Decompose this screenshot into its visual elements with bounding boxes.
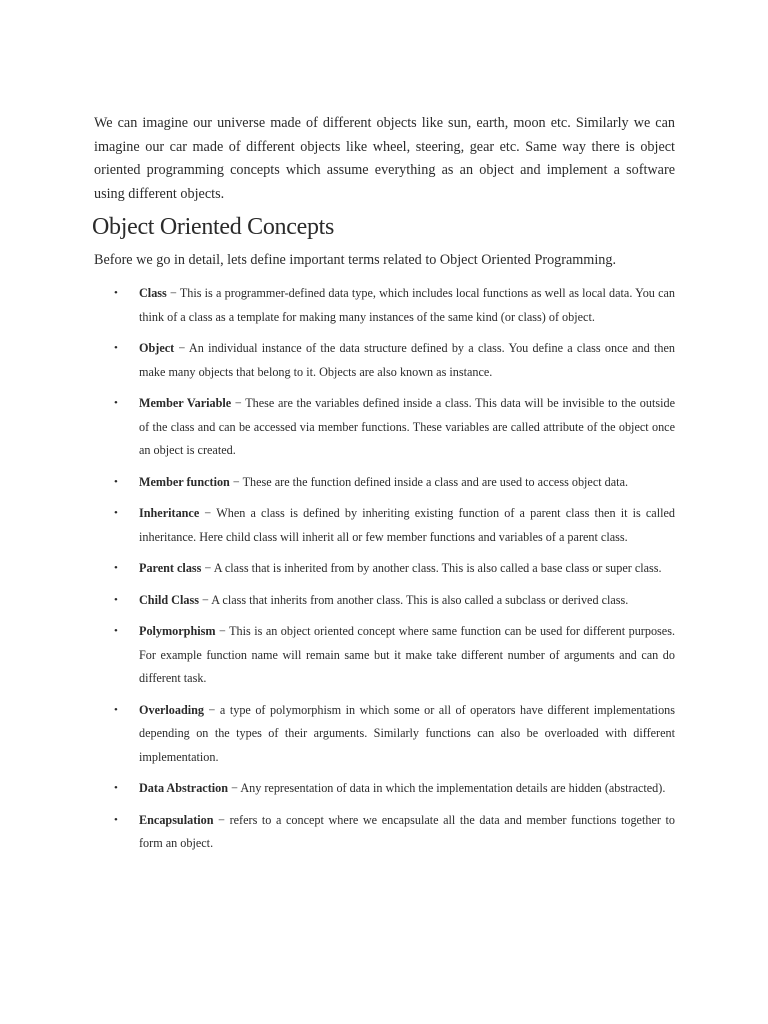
term-name: Parent class — [139, 561, 202, 575]
section-heading: Object Oriented Concepts — [92, 214, 335, 240]
term-definition: − refers to a concept where we encapsulate all the data and member functions together to form an object. — [139, 812, 675, 850]
term-item-member-function — [94, 471, 675, 495]
bullet-icon: • — [114, 593, 118, 606]
term-item-overloading — [94, 699, 675, 770]
term-name: Inheritance — [139, 506, 200, 520]
term-item-child-class — [94, 589, 675, 613]
bullet-icon: • — [114, 813, 118, 826]
term-name: Polymorphism — [139, 624, 216, 638]
term-definition: − a type of polymorphism in which some or all of operators have different implementations depending on the types of their arguments. Similarly functions can also be overloaded with different implementation. — [139, 702, 675, 764]
term-item-polymorphism — [94, 620, 675, 691]
bullet-icon: • — [114, 287, 118, 299]
bullet-icon: • — [114, 625, 118, 637]
term-definition: − Any representation of data in which the implementation details are hidden (abstracted). — [228, 781, 666, 795]
term-name: Encapsulation — [139, 812, 214, 827]
intro-paragraph: We can imagine our universe made of different objects like sun, earth, moon etc. Similarly we can imagine our car made of different objects like wheel, steering, gear etc. Same way there is object oriented programming concepts which assume everything as an object and implement a software using different objects. — [94, 115, 675, 202]
term-item-inheritance — [94, 502, 675, 549]
lead-paragraph: Before we go in detail, lets define important terms related to Object Oriented Programming. — [94, 252, 617, 268]
bullet-icon: • — [114, 397, 118, 409]
bullet-icon: • — [114, 562, 118, 574]
term-definition: − This is a programmer-defined data type, which includes local functions as well as local data. You can think of a class as a template for making many instances of the same kind (or class) of object. — [139, 286, 675, 324]
term-name: Object — [139, 341, 175, 355]
bullet-icon: • — [114, 342, 118, 354]
term-definition: − This is an object oriented concept where same function can be used for different purposes. For example function name will remain same but it make take different number of arguments and can do different task. — [139, 624, 675, 685]
term-definition: − A class that inherits from another class. This is also called a subclass or derived class. — [198, 592, 629, 607]
term-name: Child Class — [139, 592, 199, 607]
bullet-icon: • — [114, 703, 118, 716]
term-name: Member function — [139, 474, 230, 489]
term-name: Class — [139, 286, 167, 300]
term-item-data-abstraction — [94, 777, 675, 801]
bullet-icon: • — [114, 782, 118, 794]
term-item-parent-class — [94, 557, 675, 581]
term-definition: − When a class is defined by inheriting existing function of a parent class then it is called inheritance. Here child class will inherit all or few member functions and variables of a parent class. — [139, 506, 675, 544]
bullet-icon: • — [114, 475, 118, 488]
term-name: Overloading — [139, 702, 205, 717]
term-definition: − These are the variables defined inside a class. This data will be invisible to the outside of the class and can be accessed via member functions. These variables are called attribute of the object once an object is created. — [139, 396, 675, 457]
term-name: Data Abstraction — [139, 781, 229, 795]
document-page — [94, 112, 675, 864]
terms-list — [94, 282, 675, 856]
term-definition: − An individual instance of the data structure defined by a class. You define a class once and then make many objects that belong to it. Objects are also known as instance. — [139, 341, 675, 379]
term-item-object — [94, 337, 675, 384]
bullet-icon: • — [114, 507, 118, 519]
term-item-encapsulation — [94, 809, 675, 856]
term-item-member-variable — [94, 392, 675, 463]
term-definition: − These are the function defined inside a class and are used to access object data. — [229, 474, 629, 489]
term-definition: − A class that is inherited from by another class. This is also called a base class or super class. — [201, 561, 662, 575]
term-name: Member Variable — [139, 396, 232, 410]
term-item-class — [94, 282, 675, 329]
